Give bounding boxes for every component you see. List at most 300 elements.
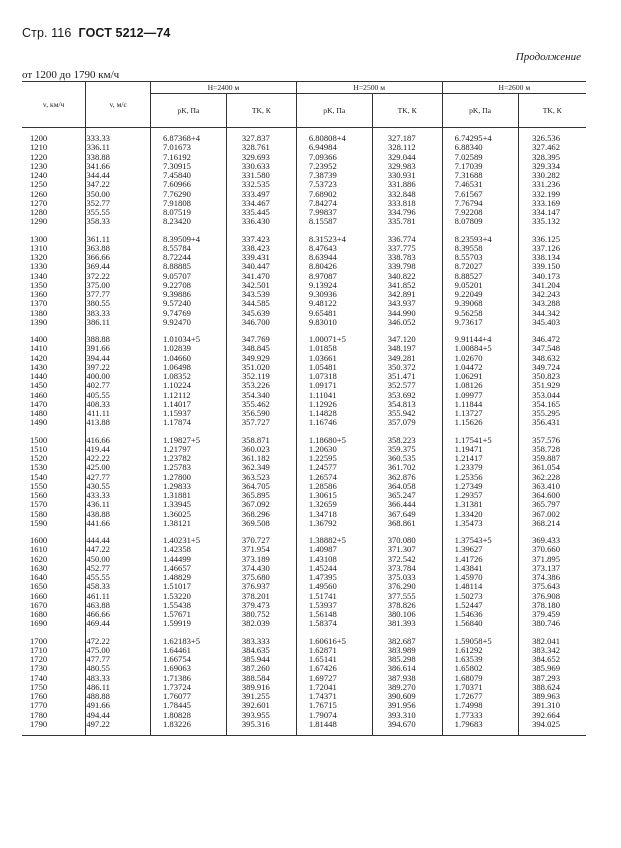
cell-temperature-2500: 394.670: [372, 720, 442, 729]
cell-temperature-2400: 343.539: [226, 290, 296, 299]
cell-pressure-2400: 8.23420: [150, 217, 226, 226]
cell-temperature-2600: 358.728: [518, 445, 586, 454]
cell-speed-ms: 383.33: [86, 309, 151, 318]
cell-speed-kmh: 1250: [22, 180, 86, 189]
cell-pressure-2600: 1.06291: [442, 372, 518, 381]
cell-pressure-2600: 7.76794: [442, 199, 518, 208]
cell-temperature-2400: 344.585: [226, 299, 296, 308]
cell-temperature-2600: 350.823: [518, 372, 586, 381]
cell-speed-ms: 391.66: [86, 344, 151, 353]
cell-temperature-2500: 339.798: [372, 262, 442, 271]
cell-temperature-2500: 373.784: [372, 564, 442, 573]
cell-temperature-2600: 387.293: [518, 674, 586, 683]
cell-pressure-2600: 1.61292: [442, 646, 518, 655]
header-altitude-2600: H=2600 м: [442, 82, 586, 94]
cell-pressure-2400: 1.31881: [150, 491, 226, 500]
cell-temperature-2500: 359.375: [372, 445, 442, 454]
cell-pressure-2600: 8.55703: [442, 253, 518, 262]
cell-pressure-2500: 1.34718: [296, 510, 372, 519]
cell-temperature-2500: 393.310: [372, 711, 442, 720]
cell-temperature-2400: 335.445: [226, 208, 296, 217]
cell-speed-ms: 397.22: [86, 363, 151, 372]
cell-pressure-2500: 1.14828: [296, 409, 372, 418]
cell-speed-ms: 455.55: [86, 573, 151, 582]
cell-speed-kmh: 1660: [22, 592, 86, 601]
cell-speed-kmh: 1600: [22, 536, 86, 545]
cell-temperature-2600: 332.199: [518, 190, 586, 199]
cell-speed-kmh: 1790: [22, 720, 86, 729]
cell-temperature-2500: 333.818: [372, 199, 442, 208]
cell-temperature-2400: 376.937: [226, 582, 296, 591]
cell-speed-kmh: 1340: [22, 272, 86, 281]
cell-speed-kmh: 1710: [22, 646, 86, 655]
cell-pressure-2500: 1.01858: [296, 344, 372, 353]
cell-temperature-2600: 370.660: [518, 545, 586, 554]
cell-temperature-2600: 347.548: [518, 344, 586, 353]
cell-temperature-2400: 371.954: [226, 545, 296, 554]
cell-pressure-2600: 9.22049: [442, 290, 518, 299]
cell-temperature-2600: 335.132: [518, 217, 586, 226]
table-row: [22, 519, 586, 528]
cell-pressure-2600: 1.43841: [442, 564, 518, 573]
header-temperature: TK, К: [518, 94, 586, 128]
cell-temperature-2400: 364.705: [226, 482, 296, 491]
cell-temperature-2600: 394.025: [518, 720, 586, 729]
cell-temperature-2600: 361.054: [518, 463, 586, 472]
cell-temperature-2400: 351.020: [226, 363, 296, 372]
cell-temperature-2600: 341.204: [518, 281, 586, 290]
cell-speed-ms: 386.11: [86, 318, 151, 327]
cell-speed-ms: 363.88: [86, 244, 151, 253]
cell-pressure-2400: 9.92470: [150, 318, 226, 327]
cell-temperature-2600: 329.334: [518, 162, 586, 171]
cell-temperature-2400: 387.260: [226, 664, 296, 673]
cell-pressure-2400: 7.91808: [150, 199, 226, 208]
cell-pressure-2500: 9.48122: [296, 299, 372, 308]
cell-speed-kmh: 1430: [22, 363, 86, 372]
cell-temperature-2600: 389.963: [518, 692, 586, 701]
cell-pressure-2500: 1.62871: [296, 646, 372, 655]
cell-pressure-2500: 7.38739: [296, 171, 372, 180]
cell-speed-kmh: 1280: [22, 208, 86, 217]
cell-pressure-2500: 1.76715: [296, 701, 372, 710]
cell-pressure-2600: 1.37543+5: [442, 536, 518, 545]
cell-pressure-2500: 1.51741: [296, 592, 372, 601]
cell-temperature-2600: 334.147: [518, 208, 586, 217]
range-title: от 1200 до 1790 км/ч: [22, 69, 120, 81]
cell-temperature-2500: 360.535: [372, 454, 442, 463]
cell-speed-ms: 472.22: [86, 637, 151, 646]
cell-pressure-2500: 1.45244: [296, 564, 372, 573]
cell-temperature-2500: 354.813: [372, 400, 442, 409]
cell-pressure-2500: 1.07318: [296, 372, 372, 381]
cell-speed-ms: 347.22: [86, 180, 151, 189]
cell-pressure-2500: 1.58374: [296, 619, 372, 628]
cell-temperature-2600: 373.137: [518, 564, 586, 573]
cell-temperature-2500: 338.783: [372, 253, 442, 262]
table-header: [22, 82, 586, 128]
cell-temperature-2600: 374.386: [518, 573, 586, 582]
cell-speed-ms: 422.22: [86, 454, 151, 463]
cell-pressure-2500: 1.36792: [296, 519, 372, 528]
cell-pressure-2500: 1.32659: [296, 500, 372, 509]
cell-temperature-2600: 337.126: [518, 244, 586, 253]
cell-pressure-2500: 1.38882+5: [296, 536, 372, 545]
cell-speed-kmh: 1730: [22, 664, 86, 673]
cell-pressure-2500: 8.63944: [296, 253, 372, 262]
cell-temperature-2600: 364.600: [518, 491, 586, 500]
cell-pressure-2500: 1.11041: [296, 391, 372, 400]
cell-temperature-2400: 384.635: [226, 646, 296, 655]
cell-temperature-2400: 391.255: [226, 692, 296, 701]
cell-temperature-2500: 366.444: [372, 500, 442, 509]
data-table: [22, 81, 586, 736]
cell-speed-ms: 336.11: [86, 143, 151, 152]
cell-temperature-2600: 385.969: [518, 664, 586, 673]
cell-pressure-2400: 1.78445: [150, 701, 226, 710]
cell-pressure-2400: 1.15937: [150, 409, 226, 418]
cell-pressure-2400: 1.48829: [150, 573, 226, 582]
cell-pressure-2500: 1.09171: [296, 381, 372, 390]
cell-speed-kmh: 1680: [22, 610, 86, 619]
cell-pressure-2600: 1.25356: [442, 473, 518, 482]
cell-pressure-2500: 1.79074: [296, 711, 372, 720]
cell-temperature-2400: 337.423: [226, 235, 296, 244]
cell-speed-kmh: 1570: [22, 500, 86, 509]
cell-temperature-2600: 330.282: [518, 171, 586, 180]
cell-pressure-2400: 8.88885: [150, 262, 226, 271]
cell-pressure-2400: 1.36025: [150, 510, 226, 519]
cell-pressure-2400: 1.14017: [150, 400, 226, 409]
cell-temperature-2400: 368.296: [226, 510, 296, 519]
header-altitude-2500: H=2500 м: [296, 82, 442, 94]
cell-speed-kmh: 1470: [22, 400, 86, 409]
cell-speed-ms: 497.22: [86, 720, 151, 729]
cell-temperature-2500: 377.555: [372, 592, 442, 601]
cell-pressure-2400: 1.25783: [150, 463, 226, 472]
cell-pressure-2500: 6.94984: [296, 143, 372, 152]
cell-speed-kmh: 1330: [22, 262, 86, 271]
cell-temperature-2600: 359.887: [518, 454, 586, 463]
cell-pressure-2500: 1.60616+5: [296, 637, 372, 646]
cell-temperature-2400: 353.226: [226, 381, 296, 390]
cell-pressure-2400: 8.72244: [150, 253, 226, 262]
cell-temperature-2400: 373.189: [226, 555, 296, 564]
cell-pressure-2400: 6.87368+4: [150, 134, 226, 143]
cell-speed-kmh: 1770: [22, 701, 86, 710]
cell-pressure-2600: 9.05201: [442, 281, 518, 290]
cell-speed-ms: 444.44: [86, 536, 151, 545]
cell-speed-ms: 355.55: [86, 208, 151, 217]
cell-pressure-2500: 1.53937: [296, 601, 372, 610]
cell-pressure-2400: 1.53220: [150, 592, 226, 601]
cell-temperature-2500: 334.796: [372, 208, 442, 217]
cell-temperature-2400: 330.633: [226, 162, 296, 171]
cell-temperature-2600: 380.746: [518, 619, 586, 628]
cell-pressure-2600: 1.15626: [442, 418, 518, 427]
cell-pressure-2600: 1.08126: [442, 381, 518, 390]
cell-temperature-2600: 354.165: [518, 400, 586, 409]
cell-pressure-2500: 7.09366: [296, 153, 372, 162]
cell-speed-kmh: 1560: [22, 491, 86, 500]
cell-speed-kmh: 1210: [22, 143, 86, 152]
cell-temperature-2600: 362.228: [518, 473, 586, 482]
cell-speed-kmh: 1740: [22, 674, 86, 683]
cell-temperature-2400: 357.727: [226, 418, 296, 427]
cell-pressure-2500: 7.99837: [296, 208, 372, 217]
cell-speed-ms: 461.11: [86, 592, 151, 601]
cell-temperature-2600: 379.459: [518, 610, 586, 619]
cell-pressure-2500: 8.80426: [296, 262, 372, 271]
standard-code: ГОСТ 5212—74: [78, 26, 171, 40]
cell-temperature-2400: 356.590: [226, 409, 296, 418]
cell-temperature-2600: 363.410: [518, 482, 586, 491]
cell-temperature-2500: 362.876: [372, 473, 442, 482]
cell-pressure-2600: 7.17039: [442, 162, 518, 171]
cell-temperature-2400: 336.430: [226, 217, 296, 226]
cell-pressure-2400: 1.57671: [150, 610, 226, 619]
cell-pressure-2600: 1.74998: [442, 701, 518, 710]
cell-speed-ms: 350.00: [86, 190, 151, 199]
cell-temperature-2600: 383.342: [518, 646, 586, 655]
cell-pressure-2600: 1.02670: [442, 354, 518, 363]
cell-pressure-2500: 1.67426: [296, 664, 372, 673]
cell-temperature-2500: 342.891: [372, 290, 442, 299]
cell-temperature-2400: 383.333: [226, 637, 296, 646]
cell-speed-ms: 344.44: [86, 171, 151, 180]
cell-temperature-2400: 367.092: [226, 500, 296, 509]
cell-speed-kmh: 1310: [22, 244, 86, 253]
cell-pressure-2400: 1.21797: [150, 445, 226, 454]
cell-pressure-2500: 8.97087: [296, 272, 372, 281]
cell-pressure-2600: 8.23593+4: [442, 235, 518, 244]
cell-temperature-2600: 367.002: [518, 510, 586, 519]
cell-pressure-2400: 1.46657: [150, 564, 226, 573]
cell-speed-kmh: 1720: [22, 655, 86, 664]
cell-speed-kmh: 1240: [22, 171, 86, 180]
cell-temperature-2500: 327.187: [372, 134, 442, 143]
table-row: [22, 720, 586, 729]
cell-speed-ms: 416.66: [86, 436, 151, 445]
cell-temperature-2500: 337.775: [372, 244, 442, 253]
cell-speed-kmh: 1490: [22, 418, 86, 427]
cell-speed-kmh: 1200: [22, 134, 86, 143]
cell-temperature-2600: 339.150: [518, 262, 586, 271]
cell-pressure-2500: 1.16746: [296, 418, 372, 427]
cell-pressure-2500: 1.30615: [296, 491, 372, 500]
cell-speed-kmh: 1270: [22, 199, 86, 208]
cell-temperature-2600: 355.295: [518, 409, 586, 418]
cell-pressure-2600: 1.41726: [442, 555, 518, 564]
cell-temperature-2500: 330.931: [372, 171, 442, 180]
cell-temperature-2500: 370.080: [372, 536, 442, 545]
cell-speed-kmh: 1760: [22, 692, 86, 701]
cell-temperature-2500: 391.956: [372, 701, 442, 710]
cell-speed-kmh: 1610: [22, 545, 86, 554]
cell-speed-ms: 463.88: [86, 601, 151, 610]
cell-temperature-2600: 391.310: [518, 701, 586, 710]
cell-temperature-2400: 338.423: [226, 244, 296, 253]
cell-pressure-2400: 1.17874: [150, 418, 226, 427]
cell-temperature-2400: 382.039: [226, 619, 296, 628]
cell-temperature-2500: 328.112: [372, 143, 442, 152]
cell-speed-ms: 488.88: [86, 692, 151, 701]
cell-pressure-2600: 1.21417: [442, 454, 518, 463]
cell-pressure-2400: 8.07519: [150, 208, 226, 217]
cell-speed-ms: 394.44: [86, 354, 151, 363]
cell-speed-kmh: 1700: [22, 637, 86, 646]
cell-pressure-2600: 6.88340: [442, 143, 518, 152]
cell-speed-kmh: 1230: [22, 162, 86, 171]
cell-pressure-2400: 1.73724: [150, 683, 226, 692]
cell-speed-kmh: 1260: [22, 190, 86, 199]
cell-temperature-2500: 348.197: [372, 344, 442, 353]
cell-pressure-2500: 1.24577: [296, 463, 372, 472]
cell-temperature-2400: 388.584: [226, 674, 296, 683]
cell-speed-ms: 447.22: [86, 545, 151, 554]
cell-temperature-2500: 344.990: [372, 309, 442, 318]
cell-speed-ms: 352.77: [86, 199, 151, 208]
cell-temperature-2600: 376.908: [518, 592, 586, 601]
cell-pressure-2600: 7.46531: [442, 180, 518, 189]
cell-pressure-2400: 1.12112: [150, 391, 226, 400]
cell-speed-kmh: 1450: [22, 381, 86, 390]
cell-temperature-2400: 369.508: [226, 519, 296, 528]
cell-speed-ms: 425.00: [86, 463, 151, 472]
cell-pressure-2500: 9.13924: [296, 281, 372, 290]
cell-pressure-2400: 1.55438: [150, 601, 226, 610]
cell-pressure-2500: 1.22595: [296, 454, 372, 463]
cell-pressure-2400: 1.76077: [150, 692, 226, 701]
continuation-label: Продолжение: [515, 51, 581, 63]
cell-temperature-2400: 339.431: [226, 253, 296, 262]
cell-speed-ms: 388.88: [86, 335, 151, 344]
cell-pressure-2500: 1.28586: [296, 482, 372, 491]
cell-temperature-2500: 351.471: [372, 372, 442, 381]
cell-temperature-2500: 329.044: [372, 153, 442, 162]
cell-speed-kmh: 1630: [22, 564, 86, 573]
cell-pressure-2400: 1.02839: [150, 344, 226, 353]
cell-pressure-2500: 1.49560: [296, 582, 372, 591]
cell-speed-ms: 375.00: [86, 281, 151, 290]
cell-speed-ms: 400.00: [86, 372, 151, 381]
cell-speed-kmh: 1510: [22, 445, 86, 454]
cell-temperature-2500: 332.848: [372, 190, 442, 199]
cell-temperature-2600: 349.724: [518, 363, 586, 372]
cell-temperature-2500: 385.298: [372, 655, 442, 664]
cell-pressure-2600: 6.74295+4: [442, 134, 518, 143]
cell-pressure-2400: 1.23782: [150, 454, 226, 463]
cell-speed-ms: 477.77: [86, 655, 151, 664]
cell-pressure-2400: 7.76290: [150, 190, 226, 199]
header-pressure: pK, Па: [296, 94, 372, 128]
cell-speed-ms: 377.77: [86, 290, 151, 299]
cell-speed-kmh: 1750: [22, 683, 86, 692]
header-temperature: TK, К: [372, 94, 442, 128]
cell-pressure-2600: 7.61567: [442, 190, 518, 199]
cell-pressure-2600: 1.27349: [442, 482, 518, 491]
cell-temperature-2500: 381.393: [372, 619, 442, 628]
cell-speed-kmh: 1220: [22, 153, 86, 162]
cell-pressure-2400: 1.10224: [150, 381, 226, 390]
cell-temperature-2600: 333.169: [518, 199, 586, 208]
cell-speed-ms: 341.66: [86, 162, 151, 171]
cell-temperature-2400: 340.447: [226, 262, 296, 271]
cell-speed-ms: 372.22: [86, 272, 151, 281]
cell-pressure-2400: 1.08352: [150, 372, 226, 381]
cell-speed-kmh: 1440: [22, 372, 86, 381]
cell-pressure-2600: 1.13727: [442, 409, 518, 418]
cell-temperature-2400: 332.535: [226, 180, 296, 189]
cell-speed-kmh: 1410: [22, 344, 86, 353]
cell-temperature-2400: 374.430: [226, 564, 296, 573]
cell-pressure-2500: 7.84274: [296, 199, 372, 208]
page-header: [22, 26, 170, 40]
cell-speed-ms: 436.11: [86, 500, 151, 509]
cell-pressure-2400: 1.83226: [150, 720, 226, 729]
cell-pressure-2600: 7.31688: [442, 171, 518, 180]
cell-pressure-2500: 1.43108: [296, 555, 372, 564]
cell-temperature-2500: 350.372: [372, 363, 442, 372]
cell-pressure-2600: 9.91144+4: [442, 335, 518, 344]
cell-speed-ms: 438.88: [86, 510, 151, 519]
cell-temperature-2400: 380.752: [226, 610, 296, 619]
cell-pressure-2400: 1.33945: [150, 500, 226, 509]
cell-temperature-2500: 372.542: [372, 555, 442, 564]
cell-temperature-2500: 380.106: [372, 610, 442, 619]
cell-temperature-2400: 348.845: [226, 344, 296, 353]
cell-speed-ms: 441.66: [86, 519, 151, 528]
cell-pressure-2600: 1.04472: [442, 363, 518, 372]
cell-pressure-2400: 1.62183+5: [150, 637, 226, 646]
cell-pressure-2600: 1.50273: [442, 592, 518, 601]
cell-pressure-2600: 1.77333: [442, 711, 518, 720]
cell-temperature-2500: 361.702: [372, 463, 442, 472]
cell-temperature-2500: 352.577: [372, 381, 442, 390]
cell-speed-ms: 408.33: [86, 400, 151, 409]
header-speed-ms: v, м/с: [86, 82, 151, 128]
cell-temperature-2400: 360.023: [226, 445, 296, 454]
cell-pressure-2400: 1.71386: [150, 674, 226, 683]
cell-pressure-2500: 7.68902: [296, 190, 372, 199]
cell-temperature-2500: 357.079: [372, 418, 442, 427]
cell-speed-ms: 450.00: [86, 555, 151, 564]
cell-temperature-2600: 331.236: [518, 180, 586, 189]
cell-pressure-2400: 9.74769: [150, 309, 226, 318]
cell-temperature-2600: 357.576: [518, 436, 586, 445]
cell-pressure-2400: 1.27800: [150, 473, 226, 482]
cell-pressure-2600: 8.72027: [442, 262, 518, 271]
cell-temperature-2500: 347.120: [372, 335, 442, 344]
cell-temperature-2500: 349.281: [372, 354, 442, 363]
cell-pressure-2600: 1.65802: [442, 664, 518, 673]
cell-temperature-2500: 364.058: [372, 482, 442, 491]
cell-speed-ms: 427.77: [86, 473, 151, 482]
cell-pressure-2600: 1.33420: [442, 510, 518, 519]
cell-pressure-2600: 1.11844: [442, 400, 518, 409]
cell-pressure-2500: 1.03661: [296, 354, 372, 363]
cell-temperature-2500: 376.290: [372, 582, 442, 591]
cell-speed-ms: 480.55: [86, 664, 151, 673]
cell-speed-kmh: 1320: [22, 253, 86, 262]
cell-speed-kmh: 1780: [22, 711, 86, 720]
cell-speed-kmh: 1580: [22, 510, 86, 519]
cell-temperature-2400: 354.340: [226, 391, 296, 400]
cell-temperature-2400: 378.201: [226, 592, 296, 601]
cell-speed-ms: 483.33: [86, 674, 151, 683]
cell-temperature-2500: 368.861: [372, 519, 442, 528]
cell-pressure-2400: 7.60966: [150, 180, 226, 189]
